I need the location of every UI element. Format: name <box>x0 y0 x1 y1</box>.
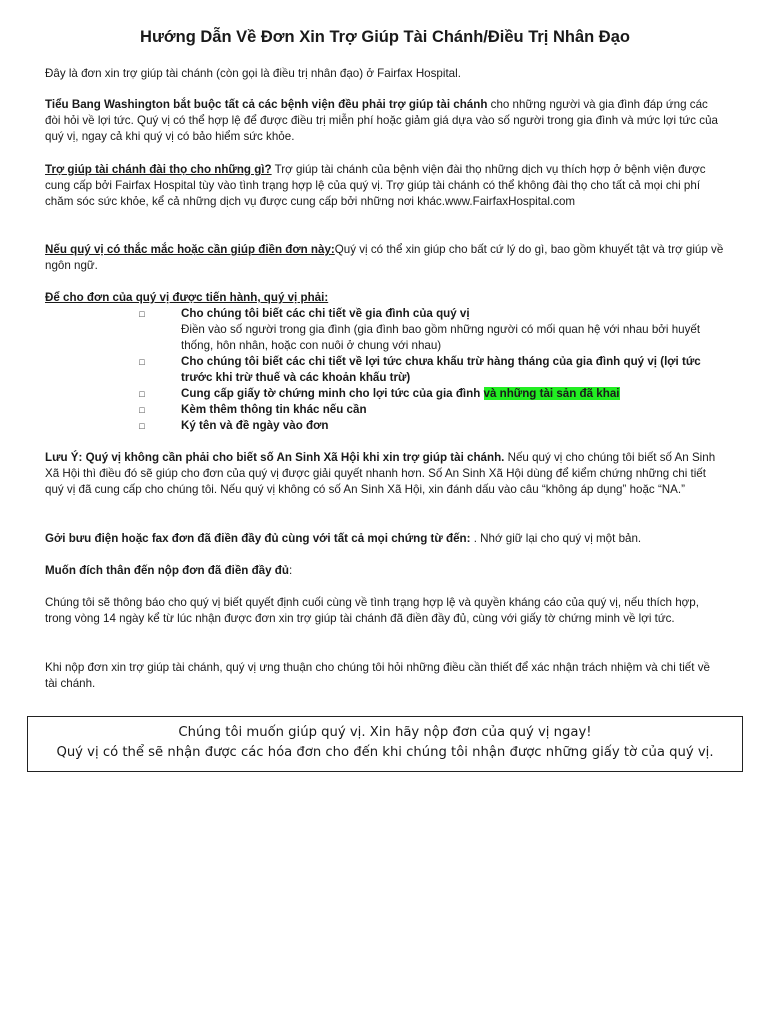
coverage-text: Trợ giúp tài chánh của bệnh viện đài thọ những dịch vụ thích hợp ở bệnh viện được cung cấp bởi Fairfax Hospital tùy vào tình trạng hợp lệ của quý vị. Trợ giúp tài chánh có thể không đài thọ cho tất cả mọi chi phí chăm sóc sức khỏe, kể cả những dịch vụ được cung cấp bởi những nơi khác.www.FairfaxHospital.com <box>45 163 706 208</box>
decision-paragraph: Chúng tôi sẽ thông báo cho quý vị biết quyết định cuối cùng về tình trạng hợp lệ và quyền kháng cáo của quý vị, nếu thích hợp, trong vòng 14 ngày kể từ lúc nhận được đơn xin trợ giúp tài chánh đã điền đầy đủ, cùng với giấy tờ chứng minh về lợi tức. <box>45 596 699 625</box>
mail-text: . Nhớ giữ lại cho quý vị một bản. <box>470 532 642 545</box>
list-item <box>45 354 725 386</box>
step-1-title: Cho chúng tôi biết các chi tiết về gia đình của quý vị <box>181 307 470 320</box>
mail-paragraph <box>45 531 725 547</box>
checkbox-bullet-icon: □ <box>139 389 145 399</box>
step-5: Ký tên và đề ngày vào đơn <box>181 419 329 432</box>
highlighted-text: và những tài sản đã khai <box>483 387 620 400</box>
step-2-title: Cho chúng tôi biết các chi tiết về lợi tức chưa khấu trừ hàng tháng của gia đình quý vị (lợi tức trước khi trừ thuế và các khoản khấu trừ) <box>181 355 701 384</box>
callout-box <box>27 716 743 772</box>
list-item <box>45 306 725 354</box>
inperson-paragraph: Muốn đích thân đến nộp đơn đã điền đầy đủ: <box>45 564 293 577</box>
checkbox-bullet-icon: □ <box>139 309 145 319</box>
callout-line-2: Quý vị có thể sẽ nhận được các hóa đơn cho đến khi chúng tôi nhận được những giấy tờ của quý vị. <box>56 745 714 760</box>
questions-text: Quý vị có thể xin giúp cho bất cứ lý do gì, bao gồm khuyết tật và trợ giúp về ngôn ngữ. <box>45 243 724 272</box>
consent-paragraph: Khi nộp đơn xin trợ giúp tài chánh, quý vị ưng thuận cho chúng tôi hỏi những điều cần thiết để xác nhận trách nhiệm và chi tiết về tài chánh. <box>45 661 710 690</box>
list-item <box>45 386 725 402</box>
washington-text: cho những người và gia đình đáp ứng các đòi hỏi về lợi tức. Quý vị có thể hợp lệ để được điều trị miễn phí hoặc giảm giá dựa vào số người trong gia đình và mức lợi tức của quý vị, ngay cả khi quý vị có bảo hiểm sức khỏe. <box>45 98 718 143</box>
step-4: Kèm thêm thông tin khác nếu cần <box>181 403 367 416</box>
list-item <box>45 418 725 434</box>
coverage-paragraph <box>45 162 725 210</box>
checkbox-bullet-icon: □ <box>139 357 145 367</box>
list-item <box>45 402 725 418</box>
note-paragraph <box>45 450 725 498</box>
step-3: Cung cấp giấy tờ chứng minh cho lợi tức của gia đình và những tài sản đã khai <box>181 387 620 400</box>
washington-bold: Tiểu Bang Washington bắt buộc tất cả các bệnh viện đều phải trợ giúp tài chánh <box>45 98 488 111</box>
note-bold: Lưu Ý: Quý vị không cần phải cho biết số An Sinh Xã Hội khi xin trợ giúp tài chánh. <box>45 451 505 464</box>
inperson-bold: Muốn đích thân đến nộp đơn đã điền đầy đủ <box>45 564 289 577</box>
checkbox-bullet-icon: □ <box>139 405 145 415</box>
step-1-detail: Điền vào số người trong gia đình (gia đình bao gồm những người có mối quan hệ với nhau bởi huyết thống, hôn nhân, hoặc con nuôi ở chung với nhau) <box>181 323 701 352</box>
checkbox-bullet-icon: □ <box>139 421 145 431</box>
steps-heading: Để cho đơn của quý vị được tiến hành, quý vị phải: <box>45 291 329 304</box>
questions-paragraph <box>45 242 725 274</box>
page-title: Hướng Dẫn Về Đơn Xin Trợ Giúp Tài Chánh/Điều Trị Nhân Đạo <box>140 28 630 46</box>
washington-paragraph <box>45 97 725 145</box>
mail-bold: Gởi bưu điện hoặc fax đơn đã điền đầy đủ cùng với tất cả mọi chứng từ đến: <box>45 532 471 545</box>
note-text: Nếu quý vị cho chúng tôi biết số An Sinh Xã Hội thì điều đó sẽ giúp cho đơn của quý vị được giải quyết nhanh hơn. Số An Sinh Xã Hội dùng để kiểm chứng những chi tiết quý vị đã cung cấp cho chúng tôi. Nếu quý vị không có số An Sinh Xã Hội, xin đánh dấu vào câu “không áp dụng” hoặc “NA.” <box>45 451 716 496</box>
coverage-heading: Trợ giúp tài chánh đài thọ cho những gì? <box>45 163 272 176</box>
callout-line-1: Chúng tôi muốn giúp quý vị. Xin hãy nộp đơn của quý vị ngay! <box>178 725 592 740</box>
questions-heading: Nếu quý vị có thắc mắc hoặc cần giúp điền đơn này: <box>45 243 335 256</box>
intro-paragraph: Đây là đơn xin trợ giúp tài chánh (còn gọi là điều trị nhân đạo) ở Fairfax Hospital. <box>45 67 461 80</box>
steps-list <box>45 306 725 434</box>
